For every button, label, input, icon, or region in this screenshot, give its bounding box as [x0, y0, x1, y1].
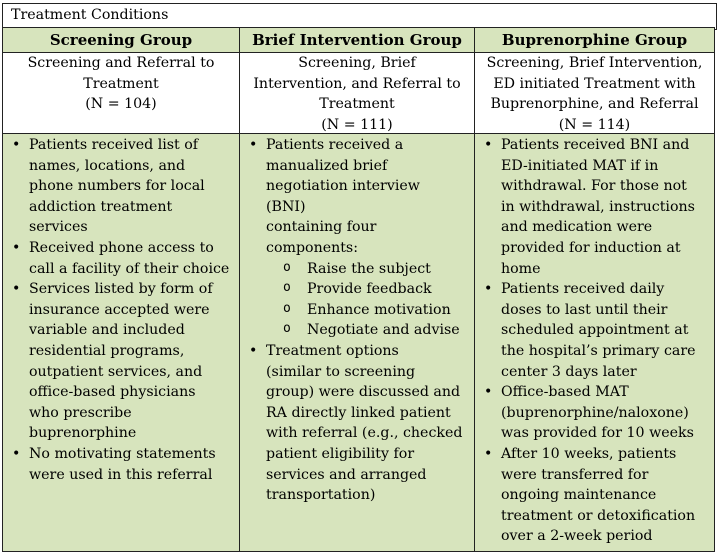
text-line: • Treatment options — [266, 342, 399, 359]
text-line: provided for induction at — [501, 239, 681, 256]
description-screening-group — [2, 52, 240, 134]
text-line: containing four — [266, 219, 377, 236]
text-line: patient eligibility for — [266, 445, 415, 462]
list-item — [475, 135, 714, 279]
text-line: • Received phone access to — [29, 239, 214, 256]
text-line: and medication were — [501, 219, 653, 236]
text-line: were used in this referral — [29, 466, 213, 483]
list-item — [475, 382, 714, 444]
sub-list-item: o Raise the subject — [240, 259, 474, 280]
text-line: phone numbers for local — [29, 178, 205, 195]
list-item — [3, 444, 239, 485]
text-line: treatment or detoxification — [501, 507, 696, 524]
description-line: Buprenorphine, and Referral — [490, 96, 699, 113]
list-item — [240, 341, 474, 506]
text-line: (similar to screening — [266, 363, 416, 380]
text-line: • Patients received a — [266, 137, 404, 153]
description-line: Screening, Brief Intervention, — [486, 55, 703, 71]
text-line: in withdrawal, instructions — [501, 198, 695, 215]
description-line: (N = 104) — [85, 96, 157, 113]
text-line: center 3 days later — [501, 363, 637, 380]
text-line: residential programs, — [29, 342, 185, 359]
bullet-list — [240, 135, 474, 217]
header-brief-intervention-group: Brief Intervention Group — [239, 27, 475, 53]
text-line: negotiation interview — [266, 178, 420, 195]
text-line: was provided for 10 weeks — [501, 425, 694, 442]
bullet-list — [240, 341, 474, 506]
text-line: • Services listed by form of — [29, 281, 213, 298]
text-line: scheduled appointment at — [501, 322, 689, 339]
text-line: home — [501, 260, 541, 277]
sub-list-item: o Provide feedback — [240, 279, 474, 300]
text-line: insurance accepted were — [29, 301, 210, 318]
list-item — [475, 444, 714, 547]
text-line: over a 2-week period — [501, 528, 653, 545]
text-line: withdrawal. For those not — [501, 178, 687, 195]
text-line: manualized brief — [266, 157, 388, 174]
text-line: office-based physicians — [29, 384, 196, 401]
text-line: (buprenorphine/naloxone) — [501, 404, 689, 421]
text-line: group) were discussed and — [266, 384, 461, 401]
text-line: names, locations, and — [29, 157, 186, 174]
text-line: ongoing maintenance — [501, 487, 657, 504]
details-brief-intervention-group — [239, 133, 475, 552]
description-brief-intervention-group — [239, 52, 475, 134]
text-line: ED-initiated MAT if in — [501, 157, 659, 174]
text-line: • No motivating statements — [29, 445, 216, 462]
description-line: (N = 114) — [558, 116, 631, 133]
description-line: Screening and Referral to — [27, 55, 215, 71]
text-line: components: — [266, 239, 358, 256]
text-line: the hospital’s primary care — [501, 342, 696, 359]
text-line: • After 10 weeks, patients — [501, 445, 677, 462]
details-screening-group — [2, 133, 240, 552]
text-line: buprenorphine — [29, 425, 137, 442]
list-item — [3, 238, 239, 279]
text-line: transportation) — [266, 487, 376, 504]
list-item — [240, 135, 474, 217]
description-line: Treatment — [319, 96, 395, 113]
description-line: Screening, Brief — [298, 55, 416, 71]
text-line: call a facility of their choice — [29, 260, 230, 277]
text-line: with referral (e.g., checked — [266, 425, 463, 442]
description-line: Treatment — [83, 75, 159, 92]
text-line: services and arranged — [266, 466, 427, 483]
header-buprenorphine-group: Buprenorphine Group — [474, 27, 715, 53]
description-buprenorphine-group — [474, 52, 715, 134]
list-item — [3, 135, 239, 238]
bullet-list — [475, 135, 714, 547]
details-buprenorphine-group — [474, 133, 715, 552]
description-line: (N = 111) — [321, 116, 393, 133]
text-line: addiction treatment — [29, 198, 173, 215]
text-line: variable and included — [29, 322, 185, 339]
item-continuation — [240, 217, 474, 258]
sub-list — [240, 259, 474, 341]
treatment-conditions-table — [2, 3, 715, 552]
text-line: • Office-based MAT — [501, 384, 629, 401]
description-line: Intervention, and Referral to — [253, 75, 461, 92]
text-line: RA directly linked patient — [266, 404, 451, 421]
text-line: • Patients received list of — [29, 137, 199, 153]
list-item — [475, 279, 714, 382]
text-line: who prescribe — [29, 404, 132, 421]
table-title-row — [2, 3, 717, 30]
bullet-list — [3, 135, 239, 485]
text-line: outpatient services, and — [29, 363, 203, 380]
text-line: doses to last until their — [501, 301, 668, 318]
text-line: (BNI) — [266, 198, 306, 215]
list-item — [3, 279, 239, 444]
text-line: services — [29, 219, 88, 236]
sub-list-item: o Enhance motivation — [240, 300, 474, 321]
sub-list-item: o Negotiate and advise — [240, 320, 474, 341]
header-screening-group: Screening Group — [2, 27, 240, 53]
text-line: • Patients received daily — [501, 281, 665, 298]
text-line: • Patients received BNI and — [501, 137, 690, 153]
description-line: ED initiated Treatment with — [493, 75, 696, 92]
text-line: were transferred for — [501, 466, 649, 483]
table-title: Treatment Conditions — [11, 7, 169, 23]
